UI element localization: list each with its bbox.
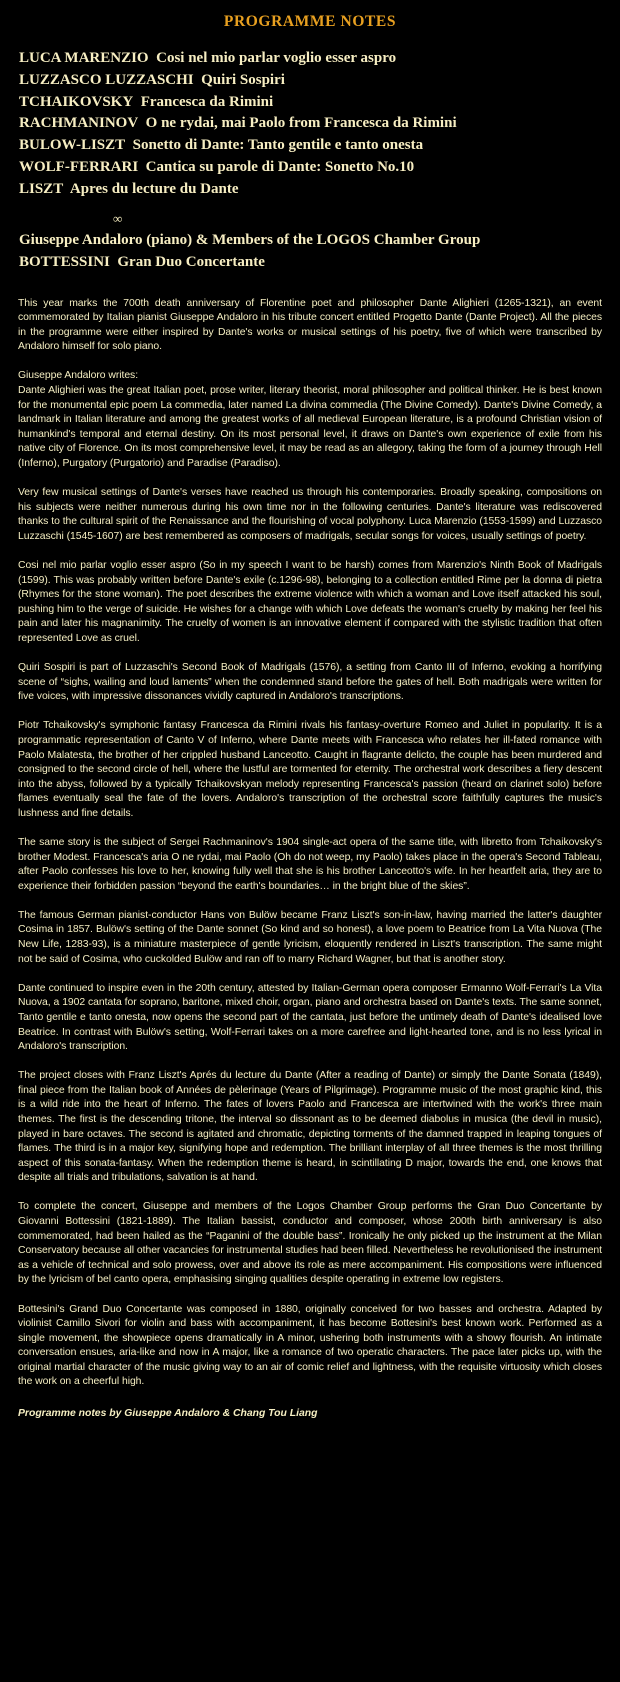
note-paragraph-attribution: Giuseppe Andaloro writes:: [18, 370, 139, 382]
note-paragraph: Quiri Sospiri is part of Luzzaschi's Second Book of Madrigals (1576), a setting from Canto III of Inferno, evoking a horrifying scene of “sighs, wailing and loud laments” when the condemned stand before the gates of hell. Both madrigals were written for five voices, with impressive dissonances vividly captured in Andaloro's transcriptions.: [18, 662, 602, 703]
note-paragraph: The same story is the subject of Sergei Rachmaninov's 1904 single-act opera of the same title, with libretto from Tchaikovsky's brother Modest. Francesca's aria O ne rydai, mai Paolo (Oh do not weep, my Paolo) takes place in the opera's Second Tableau, after Paolo confesses his love to her, knowing fully well that she is his brother Lanceotto's wife. In her heartfelt aria, they are to experience their forbidden passion “beyond the earth's boundaries… in the bright blue of the skies”.: [18, 836, 602, 892]
notes-body: [0, 297, 620, 1391]
programme-item-work: Cantica su parole di Dante: Sonetto No.10: [145, 158, 415, 175]
programme-item-composer: LISZT: [19, 180, 64, 197]
page-title: PROGRAMME NOTES: [223, 13, 397, 30]
programme-item: [19, 113, 601, 135]
programme-item-work: Quiri Sospiri: [201, 71, 285, 88]
note-paragraph: Dante continued to inspire even in the 20th century, attested by Italian-German opera composer Ermanno Wolf-Ferrari's La Vita Nuova, a 1902 cantata for soprano, baritone, mixed choir, organ, piano and orchestra based on Dante's texts. The same sonnet, Tanto gentile e tanto onesta, now opens the second part of the cantata, just before the untimely death of Dante's idealised love Beatrice. In contrast with Bulöw's setting, Wolf-Ferrari takes on a more carefree and light-hearted tone, and is no less lyrical in Andaloro's transcription.: [18, 982, 602, 1053]
programme-item-work: O ne rydai, mai Paolo from Francesca da Rimini: [145, 115, 457, 132]
programme-item: [19, 179, 601, 201]
performers-line: Giuseppe Andaloro (piano) & Members of the LOGOS Chamber Group: [19, 231, 481, 248]
programme-item: [19, 92, 601, 114]
note-paragraph: Piotr Tchaikovsky's symphonic fantasy Francesca da Rimini rivals his fantasy-overture Romeo and Juliet in popularity. It is a programmatic representation of Canto V of Inferno, where Dante meets with Francesca who relates her ill-fated romance with Paolo Malatesta, the brother of her crippled husband Lanceotto. Caught in flagrante delicto, the couple has been murdered and consigned to the second circle of hell, where the lustful are tormented for eternity. The orchestral work describes a fiery descent into the abyss, followed by a typically Tchaikovskyan melody representing Francesca's passion (heard on clarinet solo) before flames eventually seal the fate of the lovers. Andaloro's transcription of the orchestral score faithfully captures the music's lushness and fine details.: [18, 720, 602, 819]
programme-item-composer: RACHMANINOV: [19, 115, 139, 132]
note-paragraph: The project closes with Franz Liszt's Aprés du lecture du Dante (After a reading of Dante) or simply the Dante Sonata (1849), final piece from the Italian book of Années de pèlerinage (Years of Pilgrimage). Programme music of the most graphic kind, this is a wild ride into the heart of Inferno. The fates of lovers Paolo and Francesca are intertwined with the work's three main themes. The first is the descending tritone, the interval so dissonant as to be deemed diabolus in musica (the devil in music), played in bare octaves. The second is agitated and chromatic, depicting torments of the damned trapped in leaping tongues of flames. The third is in a major key, signifying hope and redemption. The brilliant interplay of all three themes is the most thrilling aspect of this sonata-fantasy. When the redemption theme is heard, in scintillating D major, towards the end, one knows that despite all trials and tribulations, salvation is at hand.: [18, 1070, 602, 1184]
programme-item-work: Apres du lecture du Dante: [69, 180, 239, 197]
programme-item-composer: BULOW-LISZT: [19, 137, 126, 154]
note-paragraph: Cosi nel mio parlar voglio esser aspro (So in my speech I want to be harsh) comes from Marenzio's Ninth Book of Madrigals (1599). This was probably written before Dante's exile (c.1296-98), belonging to a collection entitled Rime per la donna di pietra (Rhymes for the stone woman). The poet describes the extreme violence with which a woman and Love itself attacked his soul, pushing him to the verge of suicide. He wishes for a change with which Love defeats the woman's cruelty by making her feel his pain and later his magnanimity. The cruelty of women is an innovative element if compared with the stylistic tradition that often represented Love as cruel.: [18, 559, 602, 644]
note-paragraph: Very few musical settings of Dante's verses have reached us through his contemporaries. Broadly speaking, compositions on his subjects were neither numerous during his own time nor in the following centuries. Dante's literature was rediscovered thanks to the cultural spirit of the Renaissance and the flourishing of vocal polyphony. Luca Marenzio (1553-1599) and Luzzasco Luzzaschi (1545-1607) are best remembered as composers of madrigals, secular songs for voices, usually settings of poetry.: [18, 487, 602, 542]
note-paragraph: Dante Alighieri was the great Italian poet, prose writer, literary theorist, moral philosopher and political thinker. He is best known for the monumental epic poem La commedia, later named La divina commedia (The Divine Comedy). Dante's Divine Comedy, a landmark in Italian literature and among the greatest works of all medieval European literature, is a profound Christian vision of humankind's temporal and eternal destiny. On its most personal level, it draws on Dante's own experience of exile from his native city of Florence. On its most comprehensive level, it may be read as an allegory, taking the form of a journey through Hell (Inferno), Purgatory (Purgatorio) and Paradise (Paradiso).: [18, 385, 602, 470]
programme-item-composer: TCHAIKOVSKY: [19, 93, 134, 110]
programme-item: [19, 48, 601, 70]
programme-item-composer: WOLF-FERRARI: [19, 158, 139, 175]
note-paragraph: Bottesini's Grand Duo Concertante was composed in 1880, originally conceived for two basses and orchestra. Adapted by violinist Camillo Sivori for violin and bass with accompaniment, it has become Bottesini's best known work. Performed as a single movement, the showpiece opens dramatically in A minor, ushering both instruments with a showy flourish. An intimate conversation ensues, aria-like and now in A major, like a romance of two operatic characters. The pace later picks up, with the original martial character of the music giving way to an air of comic relief and lightness, with the requisite virtuosity which closes the work on a cheerful high.: [18, 1303, 602, 1388]
interval-divider: [0, 210, 620, 227]
note-paragraph: To complete the concert, Giuseppe and members of the Logos Chamber Group performs the Gran Duo Concertante by Giovanni Bottessini (1821-1889). The Italian bassist, conductor and composer, whose 200th birth anniversary is also commemorated, had been hailed as the “Paganini of the double bass”. Ironically he only picked up the instrument at the Milan Conservatory because all other vacancies for instrumental studies had been filled. Nevertheless he revolutionised the instrument as a vehicle of technical and solo prowess, over and above its role as mere accompaniment. His compositions were influenced by the lyricism of bel canto opera, emphasising singing qualities despite operating in extreme low registers.: [18, 1201, 602, 1286]
note-paragraph: The famous German pianist-conductor Hans von Bulöw became Franz Liszt's son-in-law, having married the latter's daughter Cosima in 1857. Bulöw's setting of the Dante sonnet (So kind and so honest), a love poem to Beatrice from La Vita Nuova (The New Life, 1283-93), is a miniature masterpiece of gentle lyricism, eloquently rendered in Liszt's transcription. The same might not be said of Cosima, who cuckolded Bulöw and ran off to marry Richard Wagner, but that is another story.: [18, 909, 602, 965]
programme-item: [19, 135, 601, 157]
programme-item-composer: BOTTESSINI: [19, 254, 110, 271]
programme-item-work: Sonetto di Dante: Tanto gentile e tanto onesta: [132, 137, 424, 154]
programme-notes-credit: Programme notes by Giuseppe Andaloro & Chang Tou Liang: [18, 1408, 318, 1420]
performers-block: [0, 229, 620, 274]
programme-item: [19, 157, 601, 179]
programme-item: [19, 70, 601, 92]
programme-item-composer: LUCA MARENZIO: [19, 50, 149, 66]
infinity-icon: ∞: [113, 210, 123, 226]
programme-work-list: [0, 48, 620, 201]
programme-item: [19, 251, 601, 274]
programme-item-work: Cosi nel mio parlar voglio esser aspro: [156, 50, 397, 66]
programme-item-composer: LUZZASCO LUZZASCHI: [19, 71, 194, 88]
programme-item-work: Gran Duo Concertante: [117, 254, 265, 271]
note-paragraph: This year marks the 700th death anniversary of Florentine poet and philosopher Dante Alighieri (1265-1321), an event commemorated by Italian pianist Giuseppe Andaloro in his tribute concert entitled Progetto Dante (Dante Project). All the pieces in the programme were either inspired by Dante's works or musical settings of his poetry, five of which were transcribed by Andaloro himself for solo piano.: [18, 297, 602, 353]
programme-item-work: Francesca da Rimini: [140, 93, 274, 110]
